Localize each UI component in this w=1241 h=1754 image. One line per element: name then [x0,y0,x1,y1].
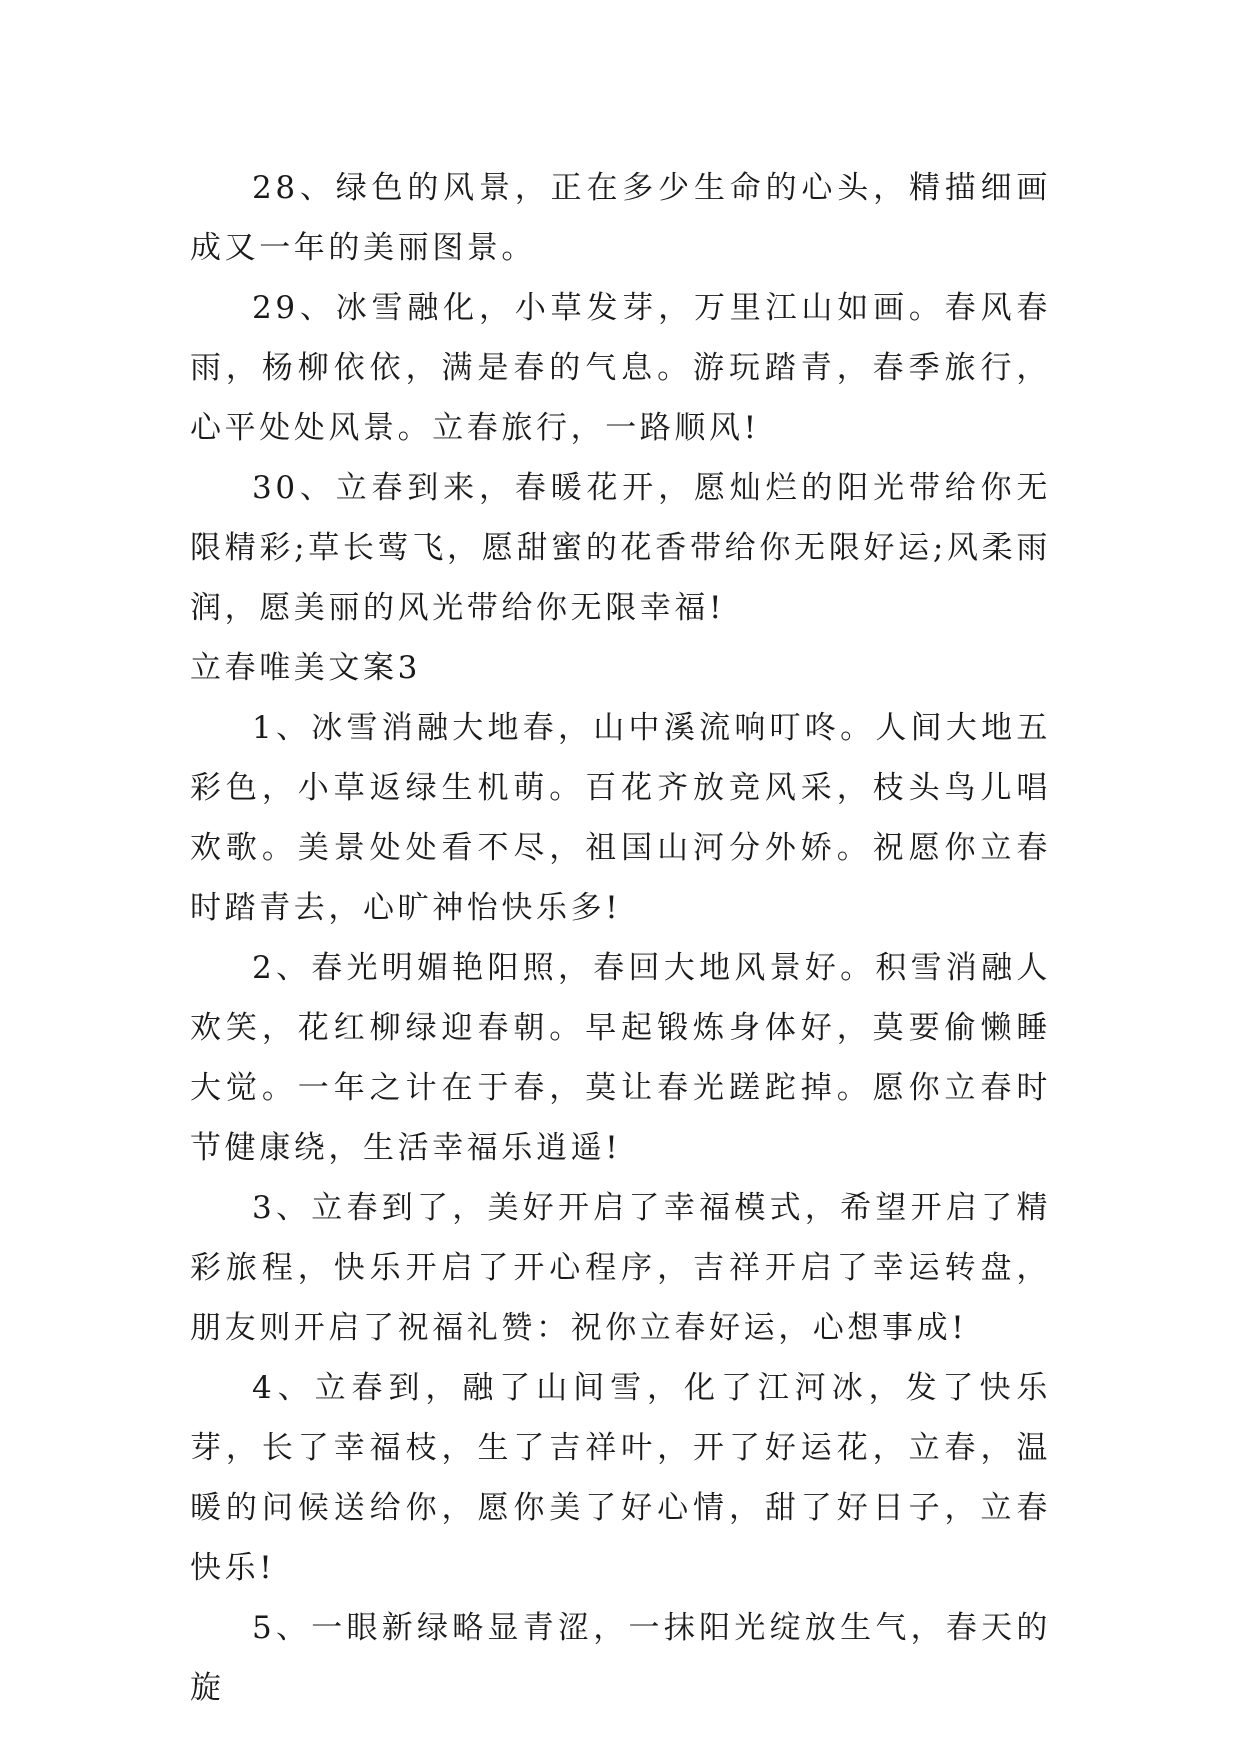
document-body [190,158,1051,1718]
paragraph-30: 30、立春到来，春暖花开，愿灿烂的阳光带给你无限精彩;草长莺飞，愿甜蜜的花香带给你无限好运;风柔雨润，愿美丽的风光带给你无限幸福! [190,470,1051,626]
paragraph-5: 5、一眼新绿略显青涩，一抹阳光绽放生气，春天的旋 [190,1610,1051,1706]
paragraph-3: 3、立春到了，美好开启了幸福模式，希望开启了精彩旅程，快乐开启了开心程序，吉祥开启了幸运转盘，朋友则开启了祝福礼赞：祝你立春好运，心想事成! [190,1190,1051,1346]
paragraph-28: 28、绿色的风景，正在多少生命的心头，精描细画成又一年的美丽图景。 [190,170,1051,266]
paragraph-4: 4、立春到，融了山间雪，化了江河冰，发了快乐芽，长了幸福枝，生了吉祥叶，开了好运花，立春，温暖的问候送给你，愿你美了好心情，甜了好日子，立春快乐! [190,1370,1051,1586]
paragraph-2: 2、春光明媚艳阳照，春回大地风景好。积雪消融人欢笑，花红柳绿迎春朝。早起锻炼身体好，莫要偷懒睡大觉。一年之计在于春，莫让春光蹉跎掉。愿你立春时节健康绕，生活幸福乐逍遥! [190,950,1051,1166]
section-title: 立春唯美文案3 [190,650,421,686]
paragraph-29: 29、冰雪融化，小草发芽，万里江山如画。春风春雨，杨柳依依，满是春的气息。游玩踏青，春季旅行，心平处处风景。立春旅行，一路顺风! [190,290,1051,446]
paragraph-1: 1、冰雪消融大地春，山中溪流响叮咚。人间大地五彩色，小草返绿生机萌。百花齐放竞风采，枝头鸟儿唱欢歌。美景处处看不尽，祖国山河分外娇。祝愿你立春时踏青去，心旷神怡快乐多! [190,710,1051,926]
